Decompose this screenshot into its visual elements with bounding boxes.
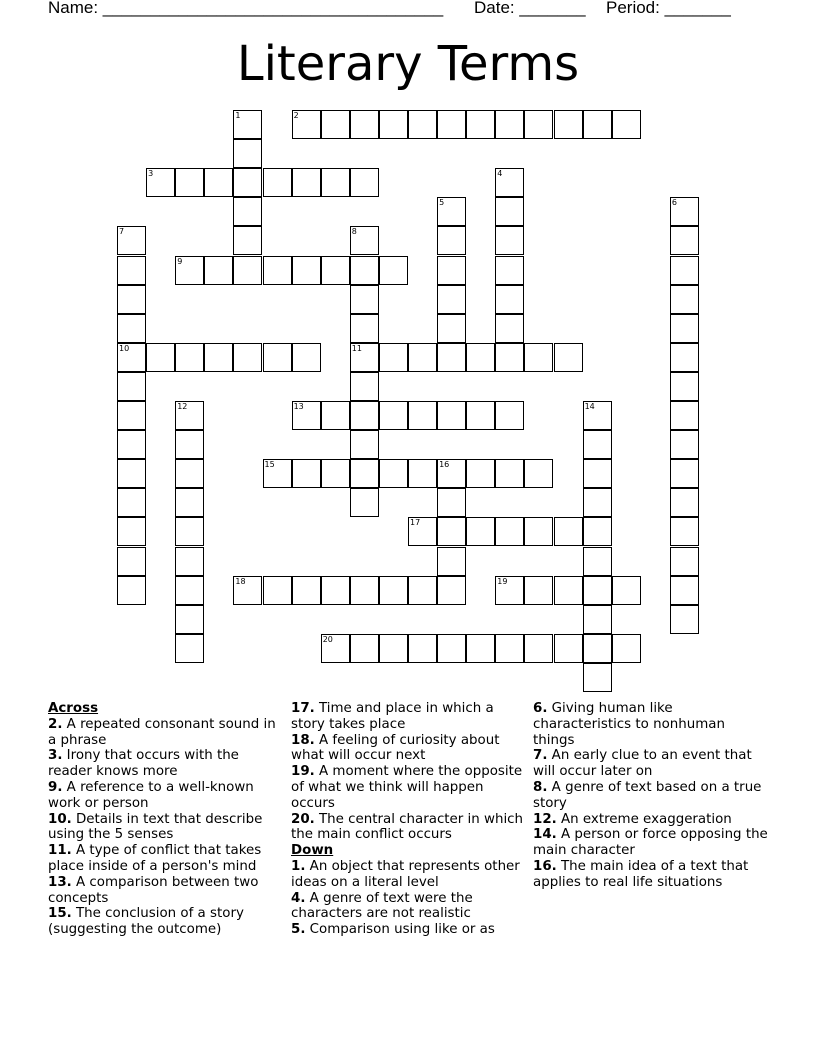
down-clue-list: [291, 859, 527, 938]
clues-column-2: [291, 701, 527, 938]
grid-cell[interactable]: [117, 459, 146, 488]
grid-cell[interactable]: [263, 343, 292, 372]
grid-cell[interactable]: [350, 430, 379, 459]
clue-text: A feeling of curiosity about what will occur next: [291, 732, 500, 764]
clue-text: A type of conflict that takes place inside of a person's mind: [48, 843, 262, 874]
grid-cell[interactable]: [583, 663, 612, 692]
clue-text: Details in text that describe using the 5 senses: [48, 811, 263, 843]
grid-cell[interactable]: [175, 401, 204, 430]
grid-cell[interactable]: [379, 634, 408, 663]
grid-cell[interactable]: [117, 372, 146, 401]
grid-cell[interactable]: [495, 226, 524, 255]
across-clue-list: [48, 717, 284, 938]
grid-cell[interactable]: [524, 110, 553, 139]
grid-cell[interactable]: [117, 401, 146, 430]
down-clue: [533, 812, 769, 828]
clue-num: 9.: [48, 779, 63, 795]
clue-text: An object that represents other ideas on a literal level: [291, 858, 520, 890]
grid-cell[interactable]: [175, 488, 204, 517]
grid-cell[interactable]: [117, 285, 146, 314]
grid-cell[interactable]: [670, 605, 699, 634]
across-clue: [291, 733, 527, 765]
name-line[interactable]: Name: ____________________________________: [48, 0, 444, 17]
clue-text: A repeated consonant sound in a phrase: [48, 716, 276, 748]
grid-cell[interactable]: [263, 576, 292, 605]
grid-cell[interactable]: [233, 343, 262, 372]
down-heading: Down: [291, 843, 334, 859]
clue-num: 5.: [291, 922, 306, 938]
clue-number: 6: [671, 198, 677, 208]
clue-num: 15.: [48, 906, 72, 922]
grid-cell[interactable]: [233, 197, 262, 226]
grid-cell[interactable]: [670, 430, 699, 459]
clues-column-1: [48, 701, 284, 938]
down-clue: [291, 922, 527, 938]
grid-cell[interactable]: [233, 168, 262, 197]
grid-cell[interactable]: [437, 517, 466, 546]
grid-cell[interactable]: [263, 168, 292, 197]
grid-cell[interactable]: [495, 197, 524, 226]
grid-cell[interactable]: [583, 634, 612, 663]
grid-cell[interactable]: [117, 517, 146, 546]
clue-text: Comparison using like or as: [305, 922, 495, 938]
grid-cell[interactable]: [583, 517, 612, 546]
grid-cell[interactable]: [204, 168, 233, 197]
grid-cell[interactable]: [495, 343, 524, 372]
clue-num: 14.: [533, 827, 557, 843]
clue-number: 9: [177, 256, 183, 266]
grid-cell[interactable]: [292, 168, 321, 197]
grid-cell[interactable]: [408, 343, 437, 372]
clue-text: A person or force opposing the main character: [533, 827, 768, 859]
clue-text: Giving human like characteristics to nonhuman things: [533, 701, 725, 748]
grid-cell[interactable]: [554, 110, 583, 139]
grid-cell[interactable]: [670, 197, 699, 226]
grid-cell[interactable]: [204, 343, 233, 372]
grid-cell[interactable]: [524, 517, 553, 546]
grid-cell[interactable]: [292, 401, 321, 430]
clue-num: 8.: [533, 779, 548, 795]
grid-cell[interactable]: [437, 110, 466, 139]
grid-cell[interactable]: [437, 226, 466, 255]
grid-cell[interactable]: [437, 547, 466, 576]
grid-cell[interactable]: [612, 576, 641, 605]
grid-cell[interactable]: [408, 401, 437, 430]
grid-cell[interactable]: [379, 459, 408, 488]
grid-cell[interactable]: [495, 517, 524, 546]
clue-num: 19.: [291, 764, 315, 780]
clue-num: 11.: [48, 843, 72, 859]
grid-cell[interactable]: [117, 226, 146, 255]
grid-cell[interactable]: [321, 401, 350, 430]
grid-cell[interactable]: [495, 634, 524, 663]
grid-cell[interactable]: [437, 576, 466, 605]
grid-cell[interactable]: [495, 256, 524, 285]
grid-cell[interactable]: [524, 634, 553, 663]
grid-cell[interactable]: [466, 634, 495, 663]
across-clue: [48, 843, 284, 875]
period-line[interactable]: Period: _______: [606, 0, 731, 17]
grid-cell[interactable]: [379, 401, 408, 430]
grid-cell[interactable]: [524, 343, 553, 372]
down-clue: [533, 748, 769, 780]
grid-cell[interactable]: [495, 576, 524, 605]
across-heading: Across: [48, 701, 99, 716]
grid-cell[interactable]: [408, 576, 437, 605]
grid-cell[interactable]: [437, 459, 466, 488]
clue-number: 18: [235, 576, 246, 586]
grid-cell[interactable]: [350, 459, 379, 488]
grid-cell[interactable]: [350, 343, 379, 372]
clue-text: A genre of text were the characters are not realistic: [291, 890, 473, 922]
clue-num: 7.: [533, 748, 548, 764]
clue-num: 4.: [291, 890, 306, 906]
grid-cell[interactable]: [204, 256, 233, 285]
grid-cell[interactable]: [437, 314, 466, 343]
clue-num: 12.: [533, 811, 557, 827]
grid-cell[interactable]: [408, 459, 437, 488]
grid-cell[interactable]: [437, 488, 466, 517]
grid-cell[interactable]: [408, 634, 437, 663]
clue-text: The conclusion of a story (suggesting the outcome): [48, 906, 244, 938]
grid-cell[interactable]: [146, 343, 175, 372]
grid-cell[interactable]: [495, 110, 524, 139]
grid-cell[interactable]: [350, 488, 379, 517]
down-clue-list-cont: [533, 701, 769, 891]
grid-cell[interactable]: [437, 285, 466, 314]
grid-cell[interactable]: [379, 256, 408, 285]
grid-cell[interactable]: [554, 343, 583, 372]
grid-cell[interactable]: [379, 576, 408, 605]
grid-cell[interactable]: [292, 459, 321, 488]
clue-number: 12: [177, 402, 188, 411]
down-clue: [533, 859, 769, 891]
across-clue-list-cont: [291, 701, 527, 843]
clue-text: A moment where the opposite of what we think will happen occurs: [291, 764, 523, 811]
grid-cell[interactable]: [263, 459, 292, 488]
grid-cell[interactable]: [524, 459, 553, 488]
clue-num: 2.: [48, 716, 63, 732]
clue-text: Time and place in which a story takes place: [291, 701, 494, 732]
grid-cell[interactable]: [408, 517, 437, 546]
across-clue: [48, 748, 284, 780]
grid-cell[interactable]: [466, 459, 495, 488]
grid-cell[interactable]: [495, 401, 524, 430]
grid-cell[interactable]: [175, 517, 204, 546]
grid-cell[interactable]: [292, 256, 321, 285]
grid-cell[interactable]: [117, 547, 146, 576]
grid-cell[interactable]: [670, 256, 699, 285]
clue-number: 13: [293, 402, 304, 411]
down-clue: [291, 891, 527, 923]
grid-cell[interactable]: [350, 168, 379, 197]
clue-number: 11: [351, 343, 362, 353]
grid-cell[interactable]: [175, 547, 204, 576]
grid-cell[interactable]: [175, 168, 204, 197]
down-clue: [533, 827, 769, 859]
grid-cell[interactable]: [612, 634, 641, 663]
grid-cell[interactable]: [350, 576, 379, 605]
grid-cell[interactable]: [495, 168, 524, 197]
grid-cell[interactable]: [670, 517, 699, 546]
grid-cell[interactable]: [350, 314, 379, 343]
grid-cell[interactable]: [350, 634, 379, 663]
clue-number: 14: [584, 402, 595, 411]
grid-cell[interactable]: [175, 576, 204, 605]
clue-number: 17: [410, 518, 421, 528]
grid-cell[interactable]: [670, 226, 699, 255]
grid-cell[interactable]: [495, 459, 524, 488]
grid-cell[interactable]: [495, 314, 524, 343]
clue-number: 20: [322, 634, 333, 644]
down-clue: [291, 859, 527, 891]
student-info-header: [48, 0, 768, 22]
clue-text: The main idea of a text that applies to real life situations: [533, 858, 749, 890]
grid-cell[interactable]: [670, 576, 699, 605]
down-clue: [533, 780, 769, 812]
across-clue: [48, 717, 284, 749]
grid-cell[interactable]: [233, 110, 262, 139]
clue-num: 1.: [291, 858, 306, 874]
grid-cell[interactable]: [350, 110, 379, 139]
grid-cell[interactable]: [554, 634, 583, 663]
grid-cell[interactable]: [379, 343, 408, 372]
grid-cell[interactable]: [670, 343, 699, 372]
across-clue: [291, 764, 527, 811]
grid-cell[interactable]: [117, 488, 146, 517]
grid-cell[interactable]: [583, 576, 612, 605]
grid-cell[interactable]: [175, 343, 204, 372]
clue-text: An early clue to an event that will occur later on: [533, 748, 752, 780]
grid-cell[interactable]: [292, 110, 321, 139]
clue-num: 6.: [533, 701, 548, 716]
grid-cell[interactable]: [233, 139, 262, 168]
grid-cell[interactable]: [350, 285, 379, 314]
grid-cell[interactable]: [466, 401, 495, 430]
grid-cell[interactable]: [437, 401, 466, 430]
across-clue: [48, 812, 284, 844]
grid-cell[interactable]: [292, 343, 321, 372]
grid-cell[interactable]: [175, 605, 204, 634]
grid-cell[interactable]: [583, 110, 612, 139]
across-clue: [48, 875, 284, 907]
clue-num: 13.: [48, 874, 72, 890]
grid-cell[interactable]: [175, 459, 204, 488]
clue-number: 19: [497, 576, 508, 586]
grid-cell[interactable]: [554, 517, 583, 546]
grid-cell[interactable]: [524, 576, 553, 605]
grid-cell[interactable]: [670, 314, 699, 343]
grid-cell[interactable]: [175, 430, 204, 459]
grid-cell[interactable]: [350, 372, 379, 401]
clue-number: 7: [119, 227, 125, 237]
clue-text: A comparison between two concepts: [48, 874, 259, 906]
grid-cell[interactable]: [583, 430, 612, 459]
down-clue: [533, 701, 769, 748]
clue-number: 15: [264, 460, 275, 470]
clue-number: 5: [439, 198, 445, 208]
grid-cell[interactable]: [466, 343, 495, 372]
clue-number: 3: [148, 169, 154, 179]
clue-text: The central character in which the main conflict occurs: [291, 811, 524, 843]
clue-text: An extreme exaggeration: [556, 811, 732, 827]
grid-cell[interactable]: [175, 256, 204, 285]
grid-cell[interactable]: [670, 547, 699, 576]
grid-cell[interactable]: [233, 256, 262, 285]
clue-text: A genre of text based on a true story: [533, 779, 762, 811]
grid-cell[interactable]: [437, 197, 466, 226]
crossword-grid: [117, 110, 677, 693]
across-clue: [48, 906, 284, 938]
clue-number: 2: [293, 111, 299, 120]
grid-cell[interactable]: [612, 110, 641, 139]
across-clue: [48, 780, 284, 812]
grid-cell[interactable]: [292, 576, 321, 605]
clue-text: Irony that occurs with the reader knows more: [48, 748, 239, 780]
grid-cell[interactable]: [379, 110, 408, 139]
grid-cell[interactable]: [321, 634, 350, 663]
across-clue: [291, 812, 527, 844]
clue-num: 17.: [291, 701, 315, 716]
grid-cell[interactable]: [117, 314, 146, 343]
grid-cell[interactable]: [321, 576, 350, 605]
grid-cell[interactable]: [583, 401, 612, 430]
grid-cell[interactable]: [437, 634, 466, 663]
clue-number: 1: [235, 111, 241, 120]
grid-cell[interactable]: [175, 634, 204, 663]
clue-num: 10.: [48, 811, 72, 827]
grid-cell[interactable]: [583, 459, 612, 488]
grid-cell[interactable]: [670, 488, 699, 517]
grid-cell[interactable]: [670, 285, 699, 314]
clue-num: 3.: [48, 748, 63, 764]
grid-cell[interactable]: [495, 285, 524, 314]
page-title: Literary Terms: [236, 36, 580, 92]
grid-cell[interactable]: [350, 256, 379, 285]
clue-num: 18.: [291, 732, 315, 748]
grid-cell[interactable]: [117, 576, 146, 605]
grid-cell[interactable]: [466, 110, 495, 139]
grid-cell[interactable]: [670, 459, 699, 488]
grid-cell[interactable]: [554, 576, 583, 605]
grid-cell[interactable]: [233, 226, 262, 255]
grid-cell[interactable]: [670, 372, 699, 401]
grid-cell[interactable]: [117, 256, 146, 285]
grid-cell[interactable]: [466, 517, 495, 546]
grid-cell[interactable]: [117, 343, 146, 372]
grid-cell[interactable]: [350, 401, 379, 430]
grid-cell[interactable]: [321, 459, 350, 488]
clue-number: 16: [439, 460, 450, 470]
grid-cell[interactable]: [321, 110, 350, 139]
clue-num: 16.: [533, 858, 557, 874]
grid-cell[interactable]: [233, 576, 262, 605]
grid-cell[interactable]: [437, 343, 466, 372]
grid-cell[interactable]: [350, 226, 379, 255]
grid-cell[interactable]: [670, 401, 699, 430]
grid-cell[interactable]: [321, 168, 350, 197]
grid-cell[interactable]: [321, 256, 350, 285]
clues-column-3: [533, 701, 769, 891]
grid-cell[interactable]: [583, 547, 612, 576]
across-clue: [291, 701, 527, 733]
clue-number: 10: [119, 343, 130, 353]
clue-text: A reference to a well-known work or person: [48, 779, 254, 811]
grid-cell[interactable]: [583, 488, 612, 517]
grid-cell[interactable]: [408, 110, 437, 139]
grid-cell[interactable]: [117, 430, 146, 459]
clue-num: 20.: [291, 811, 315, 827]
grid-cell[interactable]: [146, 168, 175, 197]
grid-cell[interactable]: [583, 605, 612, 634]
grid-cell[interactable]: [263, 256, 292, 285]
clue-number: 8: [351, 227, 357, 237]
grid-cell[interactable]: [437, 256, 466, 285]
date-line[interactable]: Date: _______: [474, 0, 586, 17]
clue-number: 4: [497, 169, 503, 179]
